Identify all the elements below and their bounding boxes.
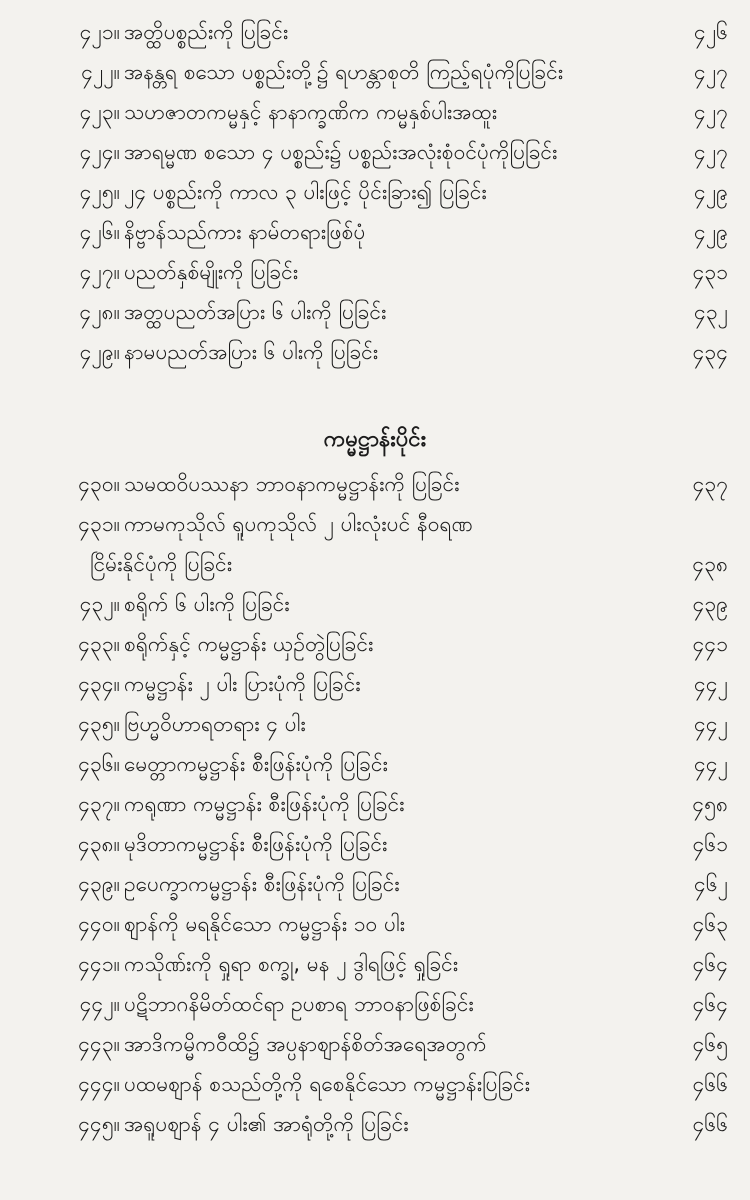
toc-entry bbox=[0, 784, 750, 824]
entry-page: ၄၅၈ bbox=[692, 792, 728, 816]
entry-page: ၄၆၅ bbox=[692, 1032, 728, 1056]
entry-title: ငြိမ်းနိုင်ပုံကို ပြခြင်း bbox=[90, 552, 233, 576]
entry-page: ၄၆၄ bbox=[692, 952, 728, 976]
entry-page: ၄၂၉ bbox=[694, 180, 728, 204]
entry-number: ၄၂၇။ bbox=[79, 260, 120, 284]
entry-title: မေတ္တာကမ္မဋ္ဌာန်း စီးဖြန်းပုံကို ပြခြင်း bbox=[124, 752, 388, 776]
entry-title: နိဗ္ဗာန်သည်ကား နာမ်တရားဖြစ်ပုံ bbox=[124, 220, 366, 244]
entry-page: ၄၂၆ bbox=[694, 20, 728, 44]
toc-entry bbox=[0, 92, 750, 132]
entry-title: ကသိုဏ်းကို ရှုရာ စက္ခု, မန ၂ ဒွါရဖြင့် ရှုခြင်း bbox=[124, 952, 459, 976]
entry-number: ၄၄၄။ bbox=[78, 1072, 120, 1096]
entry-page: ၄၄၂ bbox=[694, 672, 728, 696]
entry-title: စရိုက်နှင့် ကမ္မဋ္ဌာန်း ယှဉ်တွဲပြခြင်း bbox=[124, 632, 374, 656]
toc-entry bbox=[0, 904, 750, 944]
entry-title: ဗြဟ္မဝိဟာရတရား ၄ ပါး bbox=[124, 712, 306, 736]
entry-title: အရူပဈာန် ၄ ပါး၏ အာရုံတို့ကို ပြခြင်း bbox=[124, 1112, 409, 1136]
entry-title: သမထဝိပဿနာ ဘာဝနာကမ္မဋ္ဌာန်းကို ပြခြင်း bbox=[124, 472, 460, 496]
entry-title: ဥပေက္ခာကမ္မဋ္ဌာန်း စီးဖြန်းပုံကို ပြခြင်း bbox=[124, 872, 400, 896]
entry-number: ၄၃၆။ bbox=[78, 752, 120, 776]
toc-entry bbox=[0, 292, 750, 332]
toc-entry bbox=[0, 984, 750, 1024]
entry-page: ၄၃၁ bbox=[692, 260, 728, 284]
entry-title: ဈာန်ကို မရနိုင်သော ကမ္မဋ္ဌာန်း ၁၀ ပါး bbox=[124, 912, 405, 936]
entry-title: ကမ္မဋ္ဌာန်း ၂ ပါး ပြားပုံကို ပြခြင်း bbox=[124, 672, 361, 696]
entry-number: ၄၂၂။ bbox=[81, 60, 120, 84]
entry-number: ၄၃၁။ bbox=[78, 512, 120, 536]
entry-number: ၄၃၄။ bbox=[78, 672, 120, 696]
entry-title: ကရုဏာ ကမ္မဋ္ဌာန်း စီးဖြန်းပုံကို ပြခြင်း bbox=[124, 792, 405, 816]
entry-page: ၄၄၁ bbox=[692, 632, 728, 656]
entry-number: ၄၃၇။ bbox=[78, 792, 120, 816]
entry-number: ၄၃၂။ bbox=[79, 592, 120, 616]
toc-entry bbox=[0, 332, 750, 372]
entry-page: ၄၃၇ bbox=[692, 472, 728, 496]
entry-title: အတ္ထပညတ်အပြား ၆ ပါးကို ပြခြင်း bbox=[124, 300, 387, 324]
entry-title: နာမပညတ်အပြား ၆ ပါးကို ပြခြင်း bbox=[124, 340, 379, 364]
entry-title: ပထမဈာန် စသည်တို့ကို ရစေနိုင်သော ကမ္မဋ္ဌာန်းပြခြင်း bbox=[124, 1072, 530, 1096]
entry-number: ၄၄၂။ bbox=[79, 992, 120, 1016]
toc-entry bbox=[0, 132, 750, 172]
toc-entry bbox=[0, 252, 750, 292]
toc-entry bbox=[0, 1104, 750, 1144]
toc-entry bbox=[0, 1024, 750, 1064]
entry-number: ၄၂၃။ bbox=[79, 100, 120, 124]
entry-title: ပဋိဘာဂနိမိတ်ထင်ရာ ဥပစာရ ဘာဝနာဖြစ်ခြင်း bbox=[124, 992, 474, 1016]
toc-entry bbox=[0, 584, 750, 624]
toc-entry bbox=[0, 864, 750, 904]
entry-number: ၄၃၃။ bbox=[78, 632, 120, 656]
entry-page: ၄၂၇ bbox=[694, 140, 728, 164]
toc-entry bbox=[0, 704, 750, 744]
entry-number: ၄၂၆။ bbox=[79, 220, 120, 244]
entry-number: ၄၃၀။ bbox=[78, 472, 120, 496]
toc-entry bbox=[0, 664, 750, 704]
entry-page: ၄၃၄ bbox=[692, 340, 728, 364]
toc-entry bbox=[0, 744, 750, 784]
entry-page: ၄၆၁ bbox=[692, 832, 728, 856]
entry-number: ၄၃၅။ bbox=[78, 712, 120, 736]
entry-page: ၄၆၃ bbox=[692, 912, 728, 936]
entry-page: ၄၃၈ bbox=[692, 552, 728, 576]
entry-title: အာဒိကမ္မိကဝီထိ၌ အပ္ပနာဈာန်စိတ်အရေအတွက် bbox=[124, 1032, 487, 1056]
entry-page: ၄၂၇ bbox=[694, 100, 728, 124]
entry-number: ၄၄၀။ bbox=[78, 912, 120, 936]
entry-number: ၄၄၃။ bbox=[78, 1032, 120, 1056]
entry-page: ၄၆၆ bbox=[692, 1072, 728, 1096]
entry-page: ၄၄၂ bbox=[694, 752, 728, 776]
entry-page: ၄၆၄ bbox=[692, 992, 728, 1016]
toc-entry bbox=[0, 504, 750, 544]
entry-number: ၄၄၁။ bbox=[78, 952, 120, 976]
toc-entry bbox=[0, 52, 750, 92]
entry-page: ၄၂၉ bbox=[694, 220, 728, 244]
entry-number: ၄၂၈။ bbox=[79, 300, 120, 324]
entry-title: ကာမကုသိုလ် ရူပကုသိုလ် ၂ ပါးလုံးပင် နီဝရဏ bbox=[124, 512, 473, 536]
entry-number: ၄၂၉။ bbox=[79, 340, 120, 364]
entry-title: ပညတ်နှစ်မျိုးကို ပြခြင်း bbox=[124, 260, 299, 284]
entry-title: စရိုက် ၆ ပါးကို ပြခြင်း bbox=[124, 592, 290, 616]
toc-entry-continuation bbox=[0, 544, 750, 584]
toc-entry bbox=[0, 624, 750, 664]
entry-title: အနန္တရ စသော ပစ္စည်းတို့၌ ရဟန္တာစုတိ ကြည့်ရပုံကိုပြခြင်း bbox=[124, 60, 564, 84]
entry-page: ၄၃၂ bbox=[694, 300, 728, 324]
toc-entry bbox=[0, 824, 750, 864]
entry-title: အတ္ထိပစ္စည်းကို ပြခြင်း bbox=[124, 20, 289, 44]
entry-number: ၄၃၉။ bbox=[78, 872, 120, 896]
entry-page: ၄၂၇ bbox=[694, 60, 728, 84]
entry-number: ၄၃၈။ bbox=[78, 832, 120, 856]
entry-number: ၄၂၁။ bbox=[79, 20, 120, 44]
toc-entry bbox=[0, 12, 750, 52]
toc-entry bbox=[0, 1064, 750, 1104]
entry-title: အာရမ္မဏ စသော ၄ ပစ္စည်း၌ ပစ္စည်းအလုံးစုံဝင်ပုံကိုပြခြင်း bbox=[124, 140, 558, 164]
entry-number: ၄၂၄။ bbox=[79, 140, 120, 164]
entry-number: ၄၄၅။ bbox=[78, 1112, 120, 1136]
entry-title: မုဒိတာကမ္မဋ္ဌာန်း စီးဖြန်းပုံကို ပြခြင်း bbox=[124, 832, 388, 856]
entry-page: ၄၆၂ bbox=[694, 872, 728, 896]
section-heading: ကမ္မဋ္ဌာန်းပိုင်း bbox=[323, 427, 427, 452]
entry-page: ၄၆၆ bbox=[692, 1112, 728, 1136]
entry-page: ၄၃၉ bbox=[692, 592, 728, 616]
entry-title: ၂၄ ပစ္စည်းကို ကာလ ၃ ပါးဖြင့် ပိုင်းခြား၍ ပြခြင်း bbox=[124, 180, 487, 204]
toc-entry bbox=[0, 212, 750, 252]
entry-title: သဟဇာတကမ္မနှင့် နာနာက္ခဏိက ကမ္မနှစ်ပါးအထူး bbox=[124, 100, 498, 124]
toc-entry bbox=[0, 944, 750, 984]
toc-entry bbox=[0, 172, 750, 212]
entry-number: ၄၂၅။ bbox=[79, 180, 120, 204]
toc-entry bbox=[0, 464, 750, 504]
entry-page: ၄၄၂ bbox=[694, 712, 728, 736]
